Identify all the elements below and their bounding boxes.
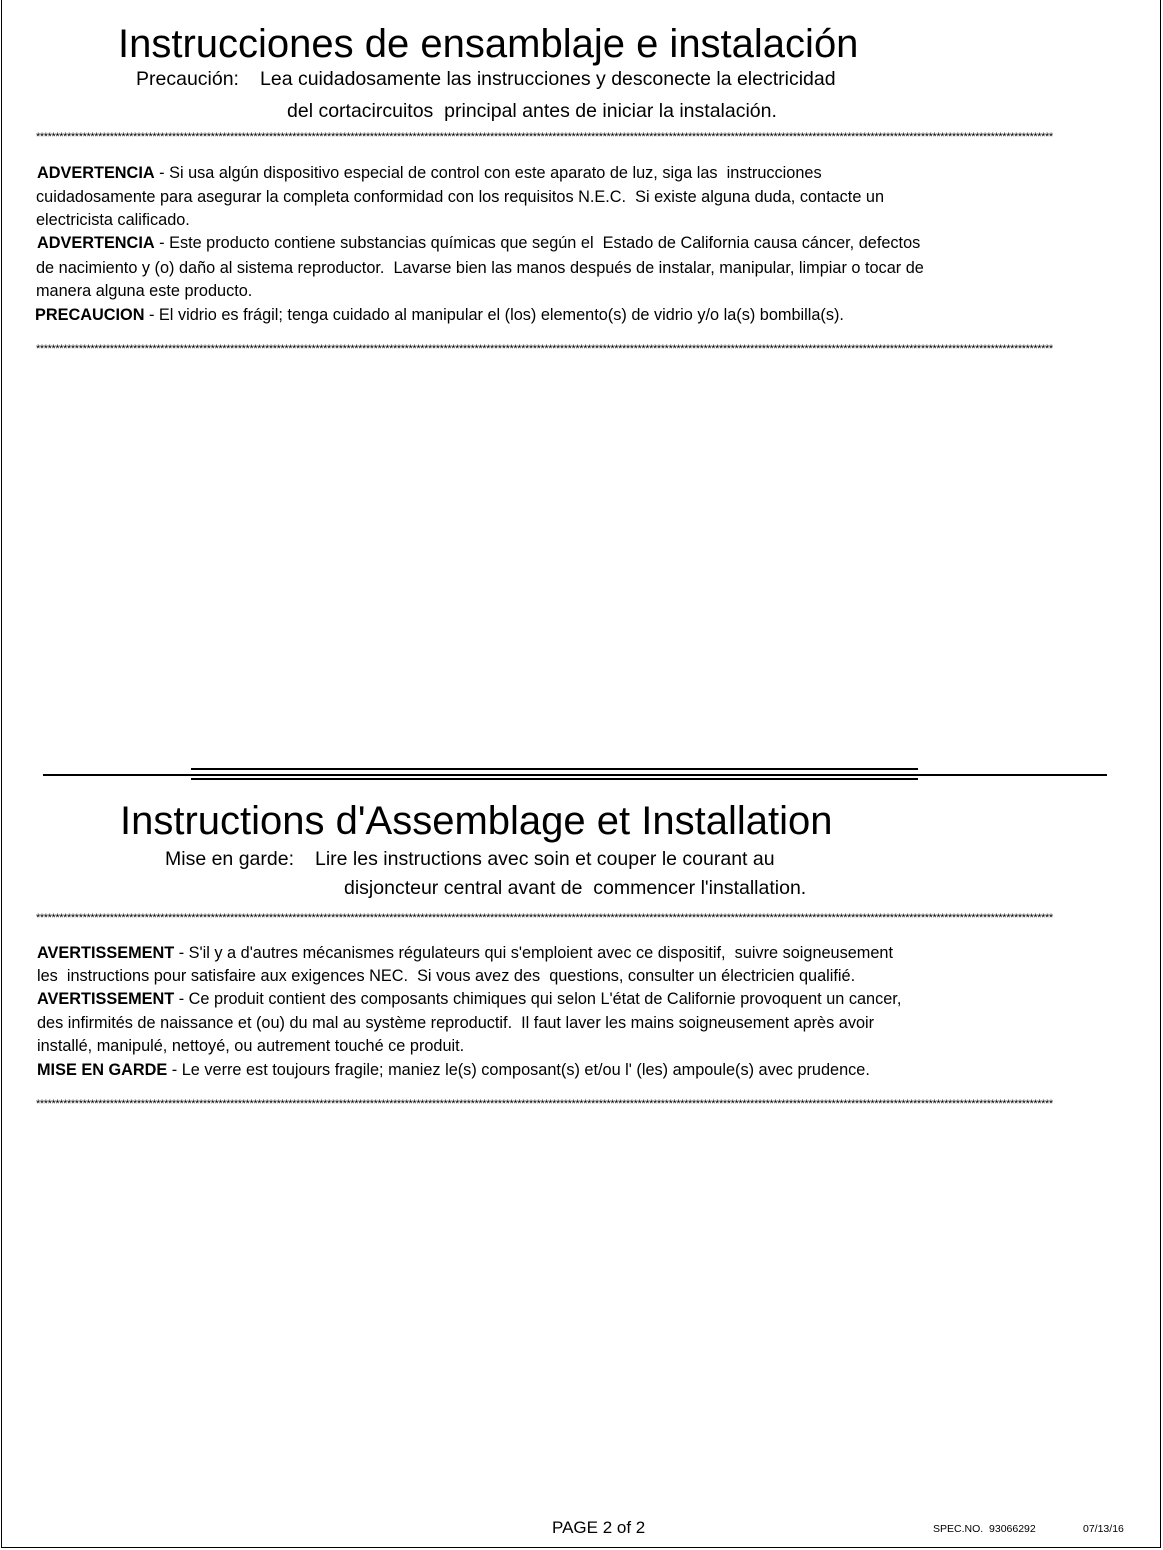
warning-text: - Este producto contiene substancias químicas que según el Estado de California causa cáncer, defectos [154,234,921,252]
warning-text: - El vidrio es frágil; tenga cuidado al manipular el (los) elemento(s) de vidrio y/o la(s) bombilla(s). [144,306,844,324]
spanish-caution-line2: del cortacircuitos principal antes de iniciar la instalación. [287,100,777,122]
spanish-title: Instrucciones de ensamblaje e instalación [118,22,859,66]
spanish-warning-1-line3: electricista calificado. [36,211,190,229]
french-caution-glass [37,1062,870,1078]
separator: ********************************************************************************************************************************************************************************************************************************************************************** [36,132,1053,143]
spanish-warning-1-line2: cuidadosamente para asegurar la completa conformidad con los requisitos N.E.C. Si existe alguna duda, contacte un [36,188,885,206]
spanish-caution-line1: Lea cuidadosamente las instrucciones y desconecte la electricidad [260,68,836,90]
warning-label: MISE EN GARDE [37,1061,168,1079]
warning-label: PRECAUCION [35,306,145,324]
french-warning-1 [37,945,893,961]
warning-label: AVERTISSEMENT [37,944,175,962]
warning-text: - S'il y a d'autres mécanismes régulateurs qui s'emploient avec ce dispositif, suivre soigneusement [174,944,894,962]
separator: ********************************************************************************************************************************************************************************************************************************************************************** [36,913,1053,924]
french-warning-2-line2: des infirmités de naissance et (ou) du mal au système reproductif. Il faut laver les mains soigneusement après avoir [37,1014,875,1032]
spanish-caution-glass [35,307,844,323]
warning-label: ADVERTENCIA [37,164,155,182]
separator: ********************************************************************************************************************************************************************************************************************************************************************** [36,1099,1053,1110]
warning-label: ADVERTENCIA [37,234,155,252]
french-warning-2 [37,991,901,1007]
warning-label: AVERTISSEMENT [37,990,175,1008]
spanish-warning-2 [37,235,920,251]
separator: ********************************************************************************************************************************************************************************************************************************************************************** [36,344,1053,355]
divider-line [191,768,918,770]
page-number: PAGE 2 of 2 [552,1518,646,1537]
spec-date: 07/13/16 [1083,1523,1124,1535]
spanish-warning-2-line3: manera alguna este producto. [36,282,253,300]
spec-number: SPEC.NO. 93066292 [933,1523,1036,1535]
divider-line [43,774,1107,776]
french-caution-line2: disjoncteur central avant de commencer l'installation. [344,877,807,899]
spanish-warning-2-line2: de nacimiento y (o) daño al sistema reproductor. Lavarse bien las manos después de instalar, manipular, limpiar o tocar de [36,259,924,277]
warning-text: - Si usa algún dispositivo especial de control con este aparato de luz, siga las instrucciones [154,164,822,182]
divider-line [191,778,918,780]
warning-text: - Le verre est toujours fragile; maniez le(s) composant(s) et/ou l' (les) ampoule(s) avec prudence. [167,1061,870,1079]
french-caution-line1: Lire les instructions avec soin et couper le courant au [315,848,775,870]
french-caution-label: Mise en garde: [165,848,294,870]
french-warning-2-line3: installé, manipulé, nettoyé, ou autrement touché ce produit. [37,1037,465,1055]
spanish-caution-label: Precaución: [136,68,239,90]
warning-text: - Ce produit contient des composants chimiques qui selon L'état de Californie provoquent un cancer, [174,990,902,1008]
spanish-warning-1 [37,165,822,181]
french-warning-1-line2: les instructions pour satisfaire aux exigences NEC. Si vous avez des questions, consulter un électricien qualifié. [37,967,856,985]
french-title: Instructions d'Assemblage et Installation [120,799,833,843]
